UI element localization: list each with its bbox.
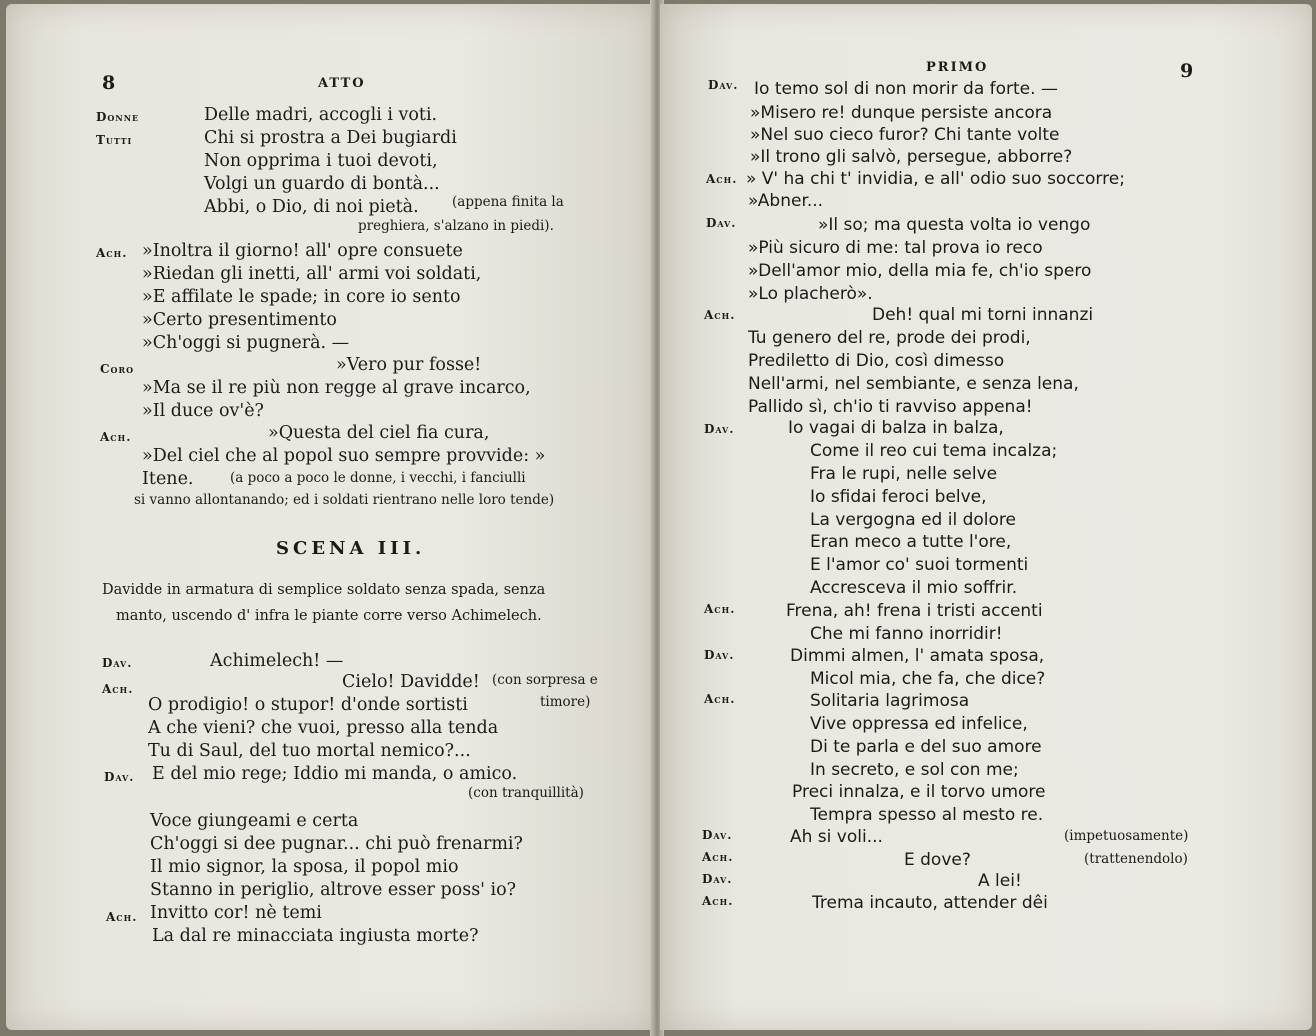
verse-line: Micol mia, che fa, che dice? (810, 669, 1046, 689)
speaker: Ach. (706, 172, 738, 186)
verse-line: Stanno in periglio, altrove esser poss' io? (150, 880, 517, 900)
speaker: Dav. (102, 656, 133, 670)
verse-line: La vergogna ed il dolore (810, 510, 1016, 530)
verse-line: Invitto cor! nè temi (150, 903, 322, 923)
speaker: Tutti (96, 133, 133, 147)
verse-line: Accresceva il mio soffrir. (810, 578, 1018, 598)
verse-line: Come il reo cui tema incalza; (810, 441, 1058, 461)
speaker: Ach. (96, 246, 128, 260)
scene-heading: SCENA III. (276, 538, 426, 559)
verse-line: O prodigio! o stupor! d'onde sortisti (148, 695, 468, 715)
running-head: ATTO (318, 76, 366, 91)
verse-line: »Il so; ma questa volta io vengo (818, 215, 1091, 235)
verse-line: E l'amor co' suoi tormenti (810, 555, 1029, 575)
verse-line: Achimelech! — (210, 651, 344, 671)
verse-line: Volgi un guardo di bontà... (204, 174, 440, 194)
speaker: Dav. (104, 770, 135, 784)
stage-direction: si vanno allontanando; ed i soldati rientrano nelle loro tende) (134, 492, 555, 508)
stage-direction: (con tranquillità) (468, 785, 584, 801)
verse-line: »Ma se il re più non regge al grave incarco, (142, 378, 531, 398)
verse-line: Vive oppressa ed infelice, (810, 714, 1028, 734)
verse-line: Io vagai di balza in balza, (788, 418, 1004, 438)
stage-direction: timore) (540, 694, 591, 710)
verse-line: Cielo! Davidde! (342, 672, 480, 692)
verse-line: Io temo sol di non morir da forte. — (754, 79, 1058, 99)
verse-line: Chi si prostra a Dei bugiardi (204, 128, 457, 148)
verse-line: Ch'oggi si dee pugnar... chi può frenarmi? (150, 834, 523, 854)
speaker: Dav. (702, 872, 733, 886)
verse-line: »Il trono gli salvò, persegue, abborre? (750, 147, 1073, 167)
page-number: 8 (102, 72, 116, 94)
speaker: Ach. (702, 850, 734, 864)
verse-line: »Questa del ciel fia cura, (268, 423, 490, 443)
speaker: Ach. (704, 692, 736, 706)
verse-line: »Più sicuro di me: tal prova io reco (748, 238, 1043, 258)
verse-line: » V' ha chi t' invidia, e all' odio suo soccorre; (746, 169, 1125, 189)
verse-line: »E affilate le spade; in core io sento (142, 287, 461, 307)
stage-direction: preghiera, s'alzano in piedi). (358, 218, 554, 234)
stage-direction: (trattenendolo) (1084, 851, 1188, 867)
verse-line: »Dell'amor mio, della mia fe, ch'io spero (748, 261, 1092, 281)
left-page (6, 4, 654, 1030)
verse-line: »Certo presentimento (142, 310, 337, 330)
verse-line: »Inoltra il giorno! all' opre consuete (142, 241, 463, 261)
verse-line: Tempra spesso al mesto re. (810, 805, 1044, 825)
verse-line: Itene. (142, 469, 194, 489)
speaker: Ach. (106, 910, 138, 924)
verse-line: Io sfidai feroci belve, (810, 487, 987, 507)
verse-line: »Misero re! dunque persiste ancora (750, 103, 1053, 123)
verse-line: »Lo placherò». (748, 284, 873, 304)
verse-line: Tu di Saul, del tuo mortal nemico?... (148, 741, 471, 761)
verse-line: Abbi, o Dio, di noi pietà. (204, 197, 419, 217)
verse-line: A che vieni? che vuoi, presso alla tenda (148, 718, 499, 738)
verse-line: Prediletto di Dio, così dimesso (748, 351, 1005, 371)
right-page (660, 4, 1312, 1030)
stage-direction: Davidde in armatura di semplice soldato senza spada, senza (102, 582, 546, 598)
stage-direction: manto, uscendo d' infra le piante corre verso Achimelech. (116, 608, 542, 624)
speaker: Ach. (704, 308, 736, 322)
stage-direction: (con sorpresa e (492, 672, 598, 688)
speaker: Ach. (704, 602, 736, 616)
verse-line: Fra le rupi, nelle selve (810, 464, 998, 484)
speaker: Ach. (100, 430, 132, 444)
verse-line: Voce giungeami e certa (150, 811, 359, 831)
speaker: Dav. (706, 216, 737, 230)
verse-line: Che mi fanno inorridir! (810, 624, 1003, 644)
verse-line: »Del ciel che al popol suo sempre provvide: » (142, 446, 546, 466)
verse-line: Pallido sì, ch'io ti ravviso appena! (748, 397, 1033, 417)
speaker: Dav. (704, 422, 735, 436)
stage-direction: (impetuosamente) (1064, 828, 1189, 844)
verse-line: Eran meco a tutte l'ore, (810, 532, 1012, 552)
verse-line: »Nel suo cieco furor? Chi tante volte (750, 125, 1060, 145)
verse-line: »Riedan gli inetti, all' armi voi soldati, (142, 264, 482, 284)
verse-line: In secreto, e sol con me; (810, 760, 1019, 780)
verse-line: Non opprima i tuoi devoti, (204, 151, 438, 171)
verse-line: Trema incauto, attender dêi (812, 893, 1048, 913)
verse-line: Deh! qual mi torni innanzi (872, 305, 1094, 325)
verse-line: A lei! (978, 871, 1022, 891)
verse-line: »Abner... (748, 191, 824, 211)
verse-line: Delle madri, accogli i voti. (204, 105, 438, 125)
verse-line: »Ch'oggi si pugnerà. — (142, 333, 350, 353)
verse-line: Il mio signor, la sposa, il popol mio (150, 857, 459, 877)
verse-line: Tu genero del re, prode dei prodi, (748, 328, 1031, 348)
speaker: Ach. (102, 682, 134, 696)
verse-line: Ah si voli... (790, 827, 883, 847)
running-head: PRIMO (926, 60, 989, 75)
speaker: Dav. (708, 78, 739, 92)
verse-line: Nell'armi, nel sembiante, e senza lena, (748, 374, 1079, 394)
verse-line: E del mio rege; Iddio mi manda, o amico. (152, 764, 518, 784)
speaker: Donne (96, 110, 140, 124)
page-number: 9 (1180, 60, 1194, 82)
verse-line: Di te parla e del suo amore (810, 737, 1042, 757)
verse-line: La dal re minacciata ingiusta morte? (152, 926, 479, 946)
verse-line: »Il duce ov'è? (142, 401, 264, 421)
speaker: Coro (100, 362, 135, 376)
stage-direction: (appena finita la (452, 194, 564, 210)
speaker: Ach. (702, 894, 734, 908)
verse-line: Frena, ah! frena i tristi accenti (786, 601, 1043, 621)
verse-line: Solitaria lagrimosa (810, 691, 970, 711)
verse-line: Preci innalza, e il torvo umore (792, 782, 1046, 802)
speaker: Dav. (704, 648, 735, 662)
verse-line: »Vero pur fosse! (336, 355, 482, 375)
verse-line: Dimmi almen, l' amata sposa, (790, 646, 1045, 666)
speaker: Dav. (702, 828, 733, 842)
verse-line: E dove? (904, 850, 971, 870)
stage-direction: (a poco a poco le donne, i vecchi, i fanciulli (230, 470, 526, 486)
